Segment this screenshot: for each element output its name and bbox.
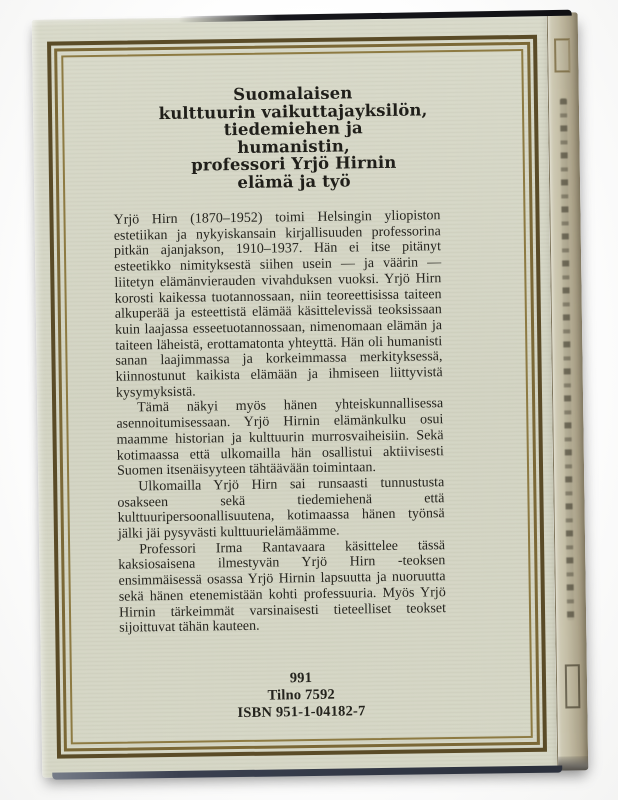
decorative-frame-outer	[47, 35, 547, 759]
spine-frame-ornament	[554, 38, 570, 72]
paragraph: Ulkomailla Yrjö Hirn sai runsaasti tunnustusta osakseen sekä tiedemiehenä että kulttuuripersoonallisuutena, kotimaassa hänen työnsä jälki jäi pysyvästi kulttuurielämäämme.	[117, 475, 445, 542]
front-panel	[32, 13, 558, 778]
imprint-block	[72, 667, 531, 724]
cover-title	[64, 82, 523, 193]
title-line: Suomalaisen	[233, 83, 353, 105]
title-line: elämä ja työ	[237, 170, 351, 192]
cover-content	[63, 51, 531, 742]
title-line: humanistin,	[237, 135, 350, 157]
title-line: kulttuurin vaikuttajayksilön,	[158, 99, 428, 123]
title-line: tiedemiehen ja	[223, 118, 363, 140]
isbn-number: ISBN 951-1-04182-7	[237, 703, 366, 722]
code-number: 991	[289, 669, 313, 687]
title-line: professori Yrjö Hirnin	[191, 152, 397, 175]
paragraph: Yrjö Hirn (1870–1952) toimi Helsingin yliopiston estetiikan ja nykyiskansain kirjallisuuden professorina pitkän ajanjakson, 1910–1937. Hän ei itse pitänyt esteetikko nimityksestä siihen usein — ja väärin — liitetyn elämänvierauden vivahduksen vuoksi. Yrjö Hirn korosti kaikessa tuotannossaan, niin teoreettisissa taiteen alkuperää ja esteettistä elämää käsittelevissä teoksissaan kuin laajassa esseetuotannossaan, nimenomaan elämän ja taiteen läheistä, erottamatonta yhteyttä. Hän oli humanisti sanan laajimmassa ja korkeimmassa merkityksessä, kiinnostunut kaikista elämään ja ihmiseen liittyvistä kysymyksistä.	[113, 208, 443, 401]
decorative-frame-middle	[54, 42, 540, 752]
spine-text-marks	[560, 98, 574, 620]
book-back-cover	[32, 12, 589, 778]
back-cover-blurb	[113, 208, 446, 637]
decorative-frame-inner	[61, 49, 533, 744]
paragraph: Professori Irma Rantavaara käsittelee tässä kaksiosaisena ilmestyvän Yrjö Hirn -teoksen ensimmäisessä osassa Yrjö Hirnin lapsuutta ja nuoruutta sekä hänen etenemistään kohti professuuria. Myös Yrjö Hirnin tärkeimmät varsinaisesti tieteelliset teokset sijoittuvat tähän kauteen.	[118, 537, 447, 636]
spine-bottom-edge	[558, 756, 588, 770]
order-number: Tilno 7592	[267, 686, 336, 704]
paragraph: Tämä näkyi myös hänen yhteiskunnallisessa asennoitumisessaan. Yrjö Hirnin elämänkulku osui maamme historian ja kulttuurin murrosvaiheisiin. Sekä kotimaassa että ulkomailla hän osallistui aktiivisesti Suomen itsenäisyyteen tähtäävään toimintaan.	[116, 396, 444, 479]
spine-logo-box	[565, 664, 581, 708]
